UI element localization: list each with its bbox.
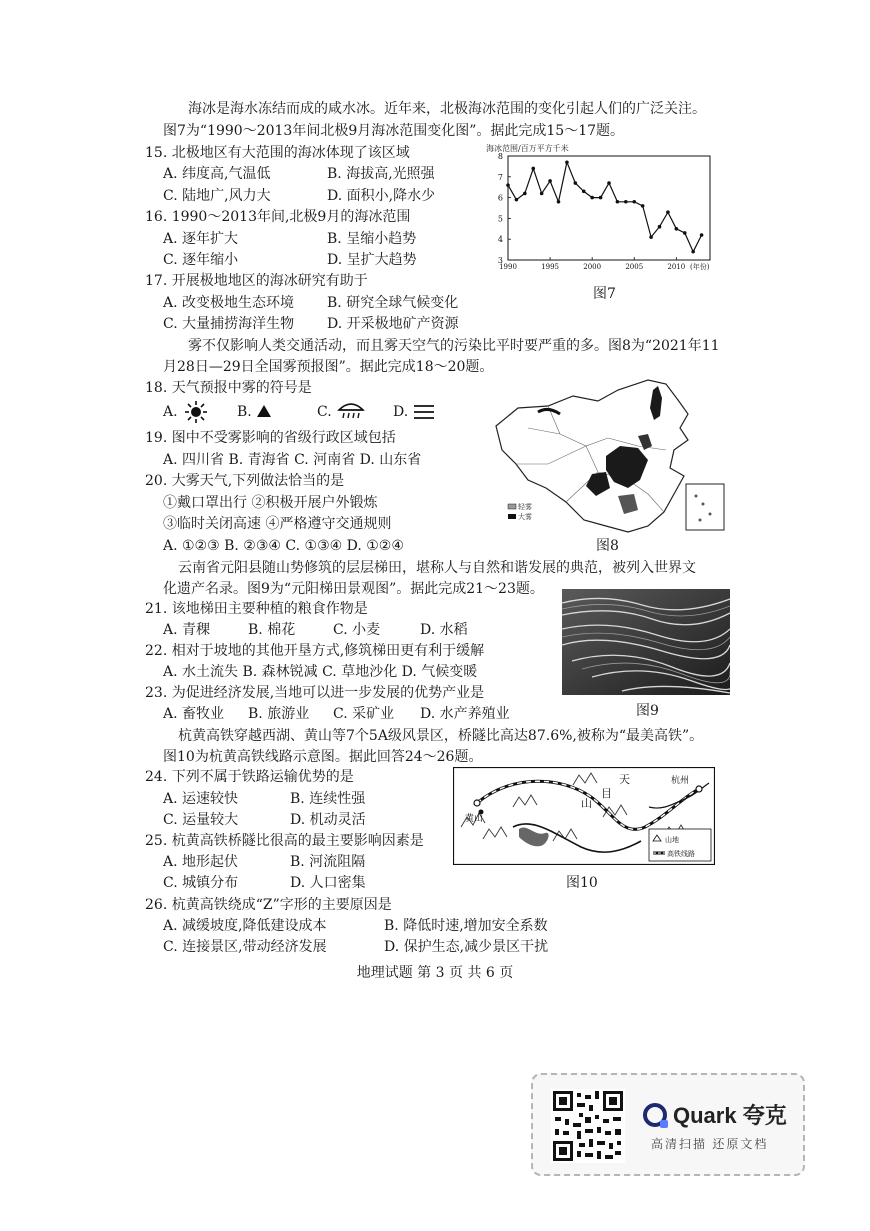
qr-code-icon[interactable] (551, 1089, 625, 1163)
figure-9-terrace-photo (562, 589, 730, 695)
data-point (590, 196, 594, 200)
intro-text: 杭黄高铁穿越西湖、黄山等7个5A级风景区，桥隧比高达87.6%,被称为“最美高铁”。 (178, 728, 704, 744)
chart-frame (508, 156, 710, 260)
y-tick-label: 3 (497, 256, 503, 265)
question-15: 15. 北极地区有大范围的海冰体现了该区域 (145, 145, 410, 161)
data-point (523, 192, 527, 196)
data-point (658, 225, 662, 229)
data-point (548, 179, 552, 183)
option: A. 减缓坡度,降低建设成本 (163, 918, 327, 934)
option: A. 逐年扩大 (163, 231, 239, 247)
intro-text: 图10为杭黄高铁线路示意图。据此回答24～26题。 (163, 749, 483, 765)
figure-caption: 图9 (636, 703, 659, 719)
option: B. 降低时速,增加安全系数 (384, 918, 548, 934)
intro-text: 云南省元阳县随山势修筑的层层梯田，堪称人与自然和谐发展的典范，被列入世界文 (178, 560, 696, 576)
quark-scan-badge[interactable] (531, 1073, 805, 1176)
brand-name: Quark 夸克 (673, 1103, 787, 1128)
data-point (649, 235, 653, 239)
option: A. 青稞 (163, 622, 211, 638)
fog-symbol-icon (413, 404, 435, 420)
option: A. 运速较快 (163, 791, 239, 807)
option: D. 机动灵活 (290, 812, 366, 828)
x-tick-label: 2010 (667, 263, 686, 271)
chart-xlabel: (年份) (690, 263, 710, 271)
option: D. 水稻 (420, 622, 468, 638)
option: D. 开采极地矿产资源 (327, 316, 459, 332)
option: D. 保护生态,减少景区干扰 (384, 939, 549, 955)
option: D. 人口密集 (290, 875, 366, 891)
legend-light-fog: 轻雾 (518, 503, 532, 511)
y-tick-label: 6 (497, 193, 503, 203)
question-17: 17. 开展极地地区的海冰研究有助于 (145, 273, 368, 289)
data-point (557, 200, 561, 204)
option: A. 地形起伏 (163, 854, 239, 870)
question-25: 25. 杭黄高铁桥隧比很高的最主要影响因素是 (145, 833, 424, 849)
option: A. 四川省 B. 青海省 C. 河南省 D. 山东省 (163, 452, 422, 468)
option: B. 河流阻隔 (290, 854, 366, 870)
data-point (683, 231, 687, 235)
intro-text: 雾不仅影响人类交通活动，而且雾天空气的污染比平时要严重的多。图8为“2021年11 (188, 338, 720, 354)
question-18: 18. 天气预报中雾的符号是 (145, 380, 312, 396)
option: C. 陆地广,风力大 (163, 188, 271, 204)
figure-caption: 图7 (593, 286, 616, 302)
data-point (565, 160, 569, 164)
quark-brand (643, 1099, 787, 1130)
question-19: 19. 图中不受雾影响的省级行政区域包括 (145, 430, 396, 446)
question-24: 24. 下列不属于铁路运输优势的是 (145, 769, 354, 785)
data-point (616, 200, 620, 204)
legend-rail: 高铁线路 (667, 850, 695, 858)
option: C. 采矿业 (333, 706, 395, 722)
option: A. 水土流失 B. 森林锐减 C. 草地沙化 D. 气候变暖 (163, 664, 478, 680)
x-tick-label: 2005 (625, 263, 644, 271)
page-footer: 地理试题 第 3 页 共 6 页 (356, 965, 514, 981)
statement: ③临时关闭高速 ④严格遵守交通规则 (163, 516, 392, 532)
data-point (515, 198, 519, 202)
figure-10-rail-map (453, 767, 715, 865)
legend-mountain: 山地 (665, 836, 679, 844)
data-point (632, 200, 636, 204)
y-tick-label: 8 (497, 152, 503, 161)
data-point (675, 227, 679, 231)
intro-text: 化遗产名录。图9为“元阳梯田景观图”。据此完成21～23题。 (163, 581, 544, 597)
option: A. 畜牧业 (163, 706, 225, 722)
brand-tagline: 高清扫描 还原文档 (651, 1137, 769, 1151)
option: A. 改变极地生态环境 (163, 295, 295, 311)
statement: ①戴口罩出行 ②积极开展户外锻炼 (163, 495, 378, 511)
series-line (508, 162, 702, 252)
data-point (506, 183, 510, 187)
data-point (582, 190, 586, 194)
data-point (531, 167, 535, 171)
option: A. 纬度高,气温低 (163, 166, 271, 182)
intro-text: 月28日—29日全国雾预报图”。据此完成18～20题。 (163, 359, 494, 375)
option: C. 城镇分布 (163, 875, 239, 891)
x-tick-label: 2000 (583, 263, 602, 271)
option: C. 小麦 (333, 622, 381, 638)
label-tianmu-2: 目 (601, 787, 612, 800)
data-point (624, 200, 628, 204)
label-hangzhou: 杭州 (671, 776, 690, 786)
figure-7-chart (478, 142, 718, 282)
question-21: 21. 该地梯田主要种植的粮食作物是 (145, 601, 368, 617)
label-huangshan: 黄山 (465, 814, 484, 824)
figure-8-china-fog-map (488, 376, 728, 536)
option: C. 连接景区,带动经济发展 (163, 939, 327, 955)
option: A. ①②③ B. ②③④ C. ①③④ D. ①②④ (163, 538, 404, 554)
option: B. (237, 404, 252, 420)
option: C. 大量捕捞海洋生物 (163, 316, 295, 332)
question-16: 16. 1990～2013年间,北极9月的海冰范围 (145, 209, 411, 225)
data-point (540, 192, 544, 196)
option: D. (393, 404, 409, 420)
data-point (607, 181, 611, 185)
y-tick-label: 5 (497, 214, 503, 224)
x-tick-label: 1990 (499, 263, 517, 271)
data-point (574, 181, 578, 185)
legend-heavy-fog: 大雾 (518, 513, 532, 521)
question-23: 23. 为促进经济发展,当地可以进一步发展的优势产业是 (145, 685, 485, 701)
option: B. 海拔高,光照强 (327, 166, 435, 182)
option: B. 连续性强 (290, 791, 366, 807)
option: D. 面积小,降水少 (327, 188, 436, 204)
intro-text: 海冰是海水冻结而成的咸水冰。近年来，北极海冰范围的变化引起人们的广泛关注。 (188, 101, 706, 117)
option: B. 研究全球气候变化 (327, 295, 459, 311)
option: D. 呈扩大趋势 (327, 252, 417, 268)
data-point (666, 210, 670, 214)
rain-umbrella-icon (336, 399, 366, 423)
option: B. 呈缩小趋势 (327, 231, 417, 247)
option: C. 运量较大 (163, 812, 239, 828)
option: A. (163, 404, 178, 420)
label-tianmu-3: 山 (581, 797, 592, 810)
data-point (641, 204, 645, 208)
option: C. (317, 404, 332, 420)
chart-ylabel: 海冰范围/百万平方千米 (486, 144, 569, 153)
quark-logo-icon (643, 1103, 667, 1127)
question-26: 26. 杭黄高铁绕成“Z”字形的主要原因是 (145, 897, 392, 913)
option: B. 棉花 (248, 622, 296, 638)
option: B. 旅游业 (248, 706, 310, 722)
sun-icon (183, 400, 209, 424)
triangle-icon (256, 404, 272, 418)
x-tick-label: 1995 (541, 263, 559, 271)
figure-caption: 图8 (596, 538, 619, 554)
label-tianmu-1: 天 (619, 773, 630, 786)
question-20: 20. 大雾天气,下列做法恰当的是 (145, 473, 345, 489)
data-point (691, 250, 695, 254)
data-point (599, 196, 603, 200)
y-tick-label: 7 (497, 172, 503, 182)
figure-caption: 图10 (566, 875, 598, 891)
option: D. 水产养殖业 (420, 706, 510, 722)
data-point (700, 233, 704, 237)
option: C. 逐年缩小 (163, 252, 239, 268)
question-22: 22. 相对于坡地的其他开垦方式,修筑梯田更有利于缓解 (145, 643, 485, 659)
intro-text: 图7为“1990～2013年间北极9月海冰范围变化图”。据此完成15～17题。 (163, 123, 625, 139)
y-tick-label: 4 (497, 235, 503, 245)
